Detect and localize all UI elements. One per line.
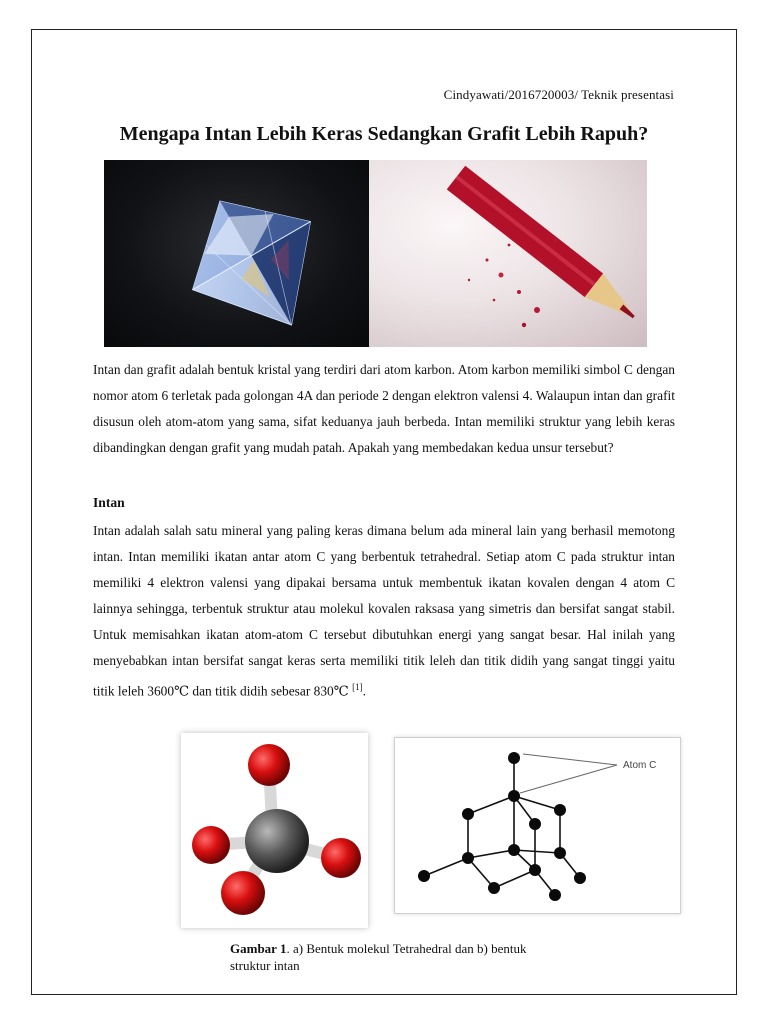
author-line: Cindyawati/2016720003/ Teknik presentasi [443, 87, 674, 102]
intan-paragraph-text: Intan adalah salah satu mineral yang paling keras dimana belum ada mineral lain yang berhasil memotong intan. Intan memiliki ikatan antar atom C yang berbentuk tetrahedral. Setiap atom C pada struktur intan memiliki 4 elektron valensi yang dipakai bersama untuk membentuk ikatan kovalen dengan 4 atom C lainnya sehingga, terbentuk struktur atau molekul kovalen raksasa yang simetris dan bersifat sangat stabil. Untuk memisahkan ikatan atom-atom C tersebut dibutuhkan energi yang sangat besar. Hal inilah yang menyebabkan intan bersifat sangat keras serta memiliki titik leleh dan titik didih yang sangat tinggi yaitu titik leleh 3600℃ dan titik didih sebesar 830℃ [93, 523, 675, 699]
reference-superscript: [1] [352, 682, 363, 692]
intan-paragraph [93, 518, 675, 704]
section-heading-intan: Intan [93, 495, 125, 510]
hero-image [104, 160, 647, 347]
diamond-image [104, 160, 369, 347]
figure-caption [230, 940, 560, 974]
broken-pencil-image [369, 160, 647, 347]
intan-paragraph-end: . [362, 683, 366, 699]
caption-text: . a) Bentuk molekul Tetrahedral dan b) bentuk struktur intan [230, 941, 527, 973]
figure-diamond-structure [394, 737, 681, 914]
intro-paragraph: Intan dan grafit adalah bentuk kristal yang terdiri dari atom karbon. Atom karbon memiliki simbol C dengan nomor atom 6 terletak pada golongan 4A dan periode 2 dengan elektron valensi 4. Walaupun intan dan grafit disusun oleh atom-atom yang sama, sifat keduanya jauh berbeda. Intan memiliki struktur yang lebih keras dibandingkan dengan grafit yang mudah patah. Apakah yang membedakan kedua unsur tersebut? [93, 362, 675, 455]
atom-c-label: Atom C [623, 760, 657, 771]
page-title: Mengapa Intan Lebih Keras Sedangkan Grafit Lebih Rapuh? [119, 123, 649, 145]
figure-tetrahedral-molecule [181, 733, 368, 928]
caption-label: Gambar 1 [230, 941, 287, 956]
